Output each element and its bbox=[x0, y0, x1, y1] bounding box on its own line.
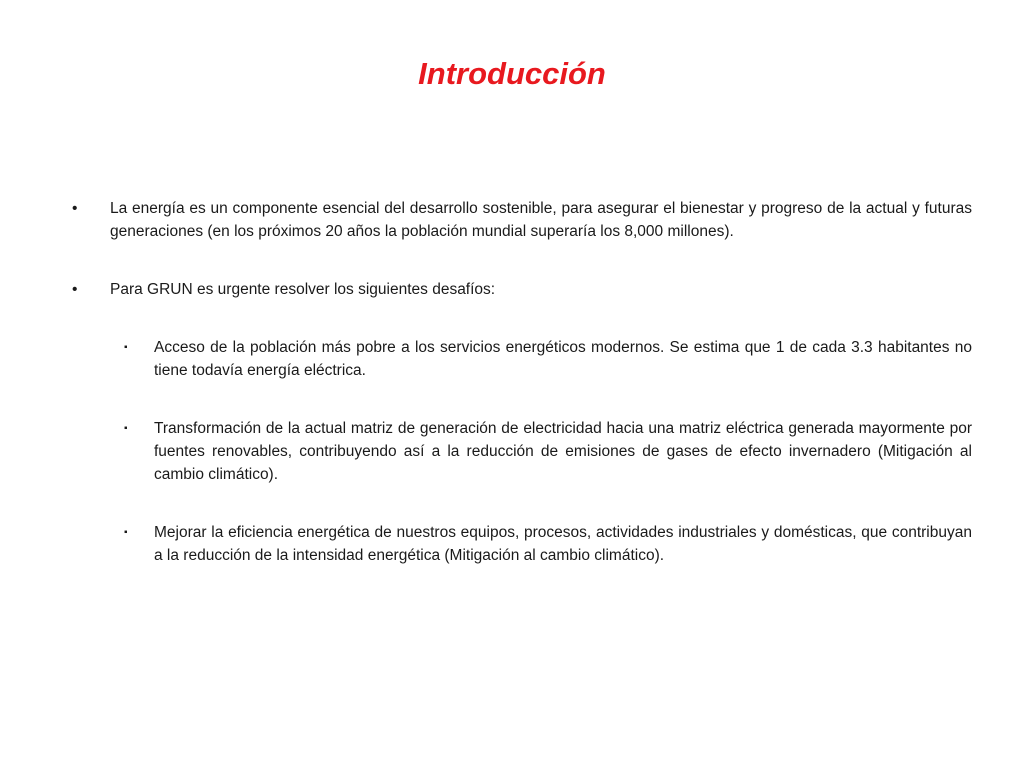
subbullet-text: Transformación de la actual matriz de generación de electricidad hacia una matriz eléctrica generada mayormente por fuentes renovables, contribuyendo así a la reducción de emisiones de gases de efecto invernadero (Mitigación al cambio climático). bbox=[154, 420, 972, 483]
subbullet-text: Acceso de la población más pobre a los servicios energéticos modernos. Se estima que 1 de cada 3.3 habitantes no tiene todavía energía eléctrica. bbox=[154, 339, 972, 379]
bullet-text: La energía es un componente esencial del desarrollo sostenible, para asegurar el bienestar y progreso de la actual y futuras generaciones (en los próximos 20 años la población mundial superaría los 8,000 millones). bbox=[110, 200, 972, 240]
subbullet-text: Mejorar la eficiencia energética de nuestros equipos, procesos, actividades industriales y domésticas, que contribuyan a la reducción de la intensidad energética (Mitigación al cambio climático). bbox=[154, 524, 972, 564]
slide-content bbox=[68, 197, 972, 567]
square-bullet-icon: ▪ bbox=[124, 342, 128, 353]
square-bullet-icon: ▪ bbox=[124, 527, 128, 538]
subbullet-item bbox=[110, 336, 972, 382]
bullet-item bbox=[68, 197, 972, 243]
slide-title: Introducción bbox=[418, 56, 606, 91]
square-bullet-icon: ▪ bbox=[124, 423, 128, 434]
bullet-marker: • bbox=[72, 281, 78, 298]
bullet-text: Para GRUN es urgente resolver los siguientes desafíos: bbox=[110, 281, 496, 298]
bullet-item bbox=[68, 278, 972, 301]
bullet-marker: • bbox=[72, 200, 78, 217]
subbullet-item bbox=[110, 521, 972, 567]
subbullet-item bbox=[110, 417, 972, 486]
